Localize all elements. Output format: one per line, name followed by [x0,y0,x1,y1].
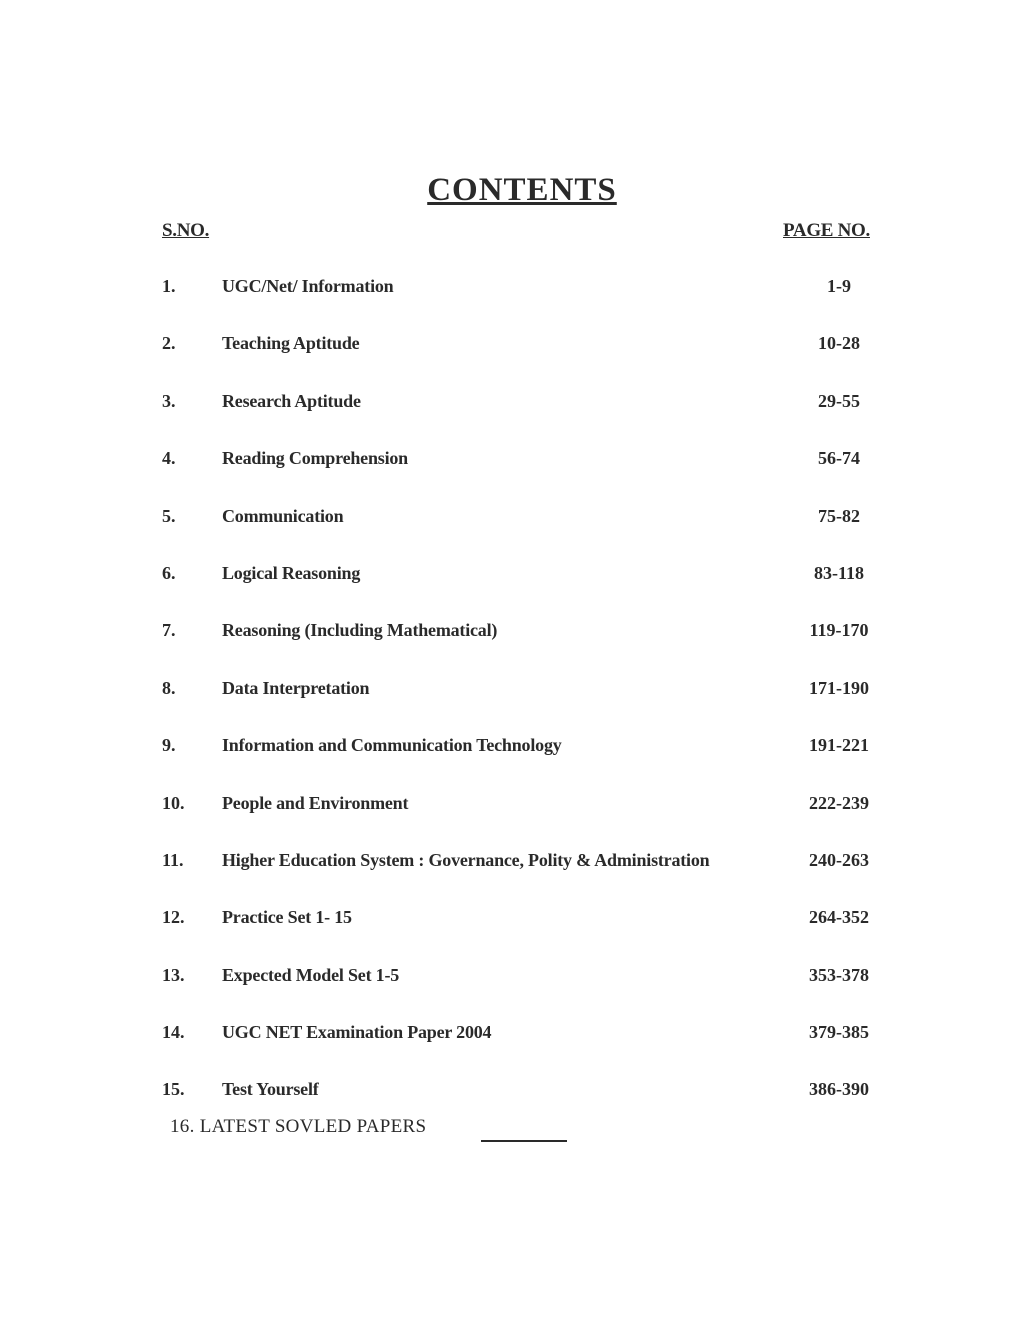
contents-row [0,965,1020,1022]
contents-row [0,793,1020,850]
extra-entry-latest-papers: 16. LATEST SOVLED PAPERS [170,1116,427,1137]
entry-pages: 1-9 [827,276,851,296]
contents-row [0,620,1020,677]
contents-row [0,506,1020,563]
contents-row [0,1079,1020,1136]
entry-number: 3. [162,390,176,411]
contents-list [0,276,1020,1137]
page-title: CONTENTS [427,172,617,208]
entry-pages: 171-190 [809,677,869,698]
entry-pages: 240-263 [809,849,869,870]
column-header-page-no: PAGE NO. [783,220,870,241]
entry-pages: 353-378 [809,964,869,985]
entry-title: Reading Comprehension [222,448,408,469]
contents-row [0,907,1020,964]
entry-title: Data Interpretation [222,677,370,698]
contents-row [0,333,1020,390]
entry-number: 4. [162,448,176,469]
contents-row [0,1022,1020,1079]
column-header-sno: S.NO. [162,220,210,241]
entry-pages: 10-28 [818,333,860,354]
entry-title: Information and Communication Technology [222,735,562,756]
entry-title: Test Yourself [222,1079,319,1100]
contents-row [0,735,1020,792]
entry-number: 1. [162,276,176,296]
entry-number: 15. [162,1079,185,1100]
contents-row [0,563,1020,620]
entry-title: Higher Education System : Governance, Polity & Administration [222,849,710,870]
entry-title: UGC/Net/ Information [222,276,394,296]
entry-title: Teaching Aptitude [222,333,360,354]
entry-pages: 191-221 [809,735,869,756]
entry-number: 11. [162,849,184,870]
entry-number: 6. [162,562,176,583]
entry-title: Reasoning (Including Mathematical) [222,620,498,641]
entry-title: Logical Reasoning [222,562,361,583]
entry-number: 9. [162,735,176,756]
entry-title: UGC NET Examination Paper 2004 [222,1022,492,1043]
contents-row [0,850,1020,907]
entry-title: Communication [222,505,344,526]
entry-title: Expected Model Set 1-5 [222,964,400,985]
entry-title: Practice Set 1- 15 [222,907,352,928]
entry-number: 13. [162,964,185,985]
entry-pages: 264-352 [809,907,869,928]
entry-pages: 75-82 [818,505,860,526]
entry-title: Research Aptitude [222,390,361,411]
entry-number: 14. [162,1022,185,1043]
entry-pages: 379-385 [809,1022,869,1043]
closing-rule [481,1140,567,1142]
contents-row [0,276,1020,333]
entry-pages: 83-118 [813,562,864,583]
entry-pages: 56-74 [818,448,860,469]
entry-pages: 386-390 [809,1079,869,1100]
entry-number: 8. [162,677,176,698]
entry-title: People and Environment [222,792,409,813]
entry-number: 10. [162,792,185,813]
entry-pages: 29-55 [818,390,860,411]
entry-number: 7. [162,620,176,641]
contents-row [0,391,1020,448]
entry-pages: 119-170 [809,620,869,641]
entry-number: 2. [162,333,176,354]
entry-number: 12. [162,907,185,928]
contents-row [0,448,1020,505]
entry-pages: 222-239 [809,792,869,813]
entry-number: 5. [162,505,176,526]
contents-row [0,678,1020,735]
